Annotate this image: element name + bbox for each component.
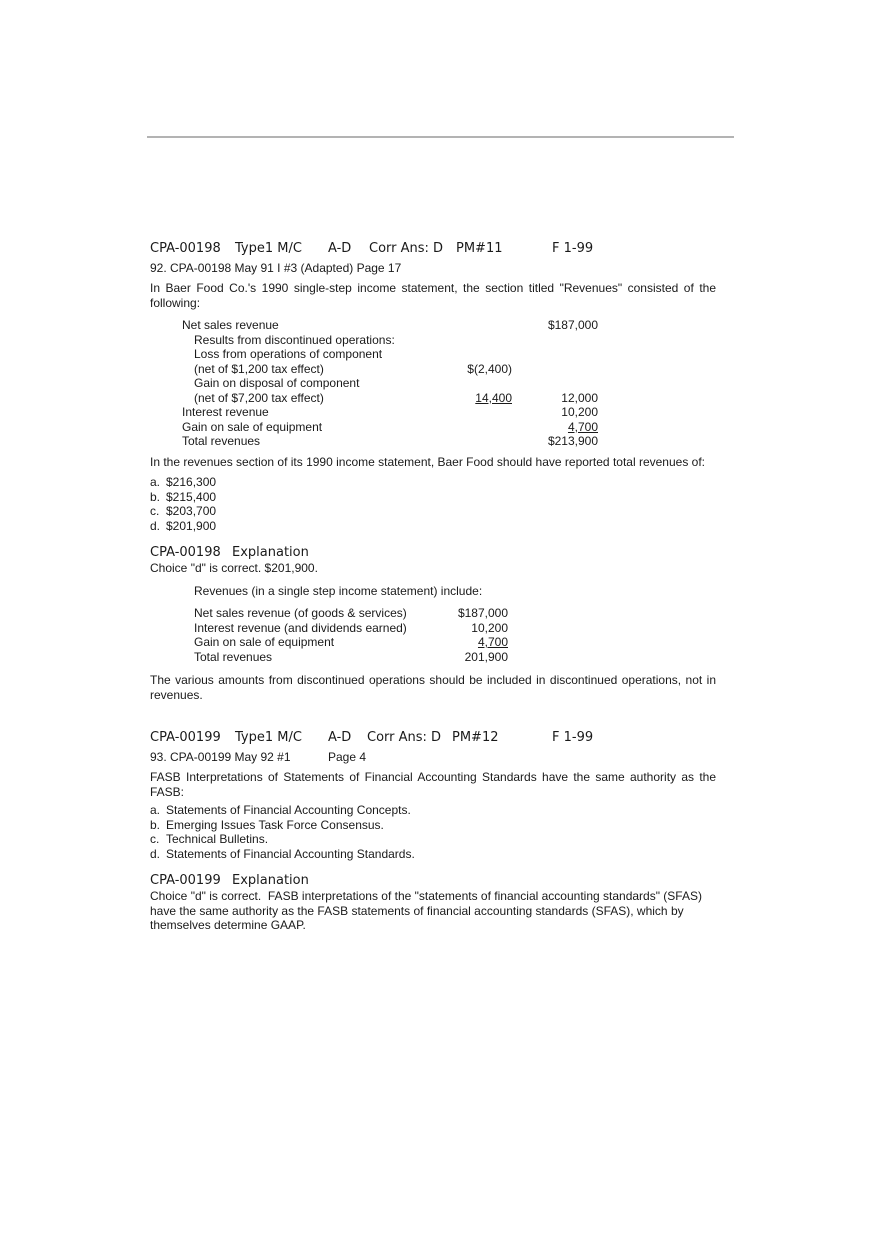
header-pm: PM#12 xyxy=(452,730,499,745)
header-form: F 1-99 xyxy=(552,730,594,745)
question-stem: In Baer Food Co.'s 1990 single-step income statement, the section titled "Revenues" consisted of the following: xyxy=(150,281,716,310)
row-label: Loss from operations of component xyxy=(194,347,383,361)
explanation-line: themselves determine GAAP. xyxy=(150,918,306,932)
revenues-table xyxy=(182,318,598,449)
header-id: CPA-00198 xyxy=(150,241,221,256)
explanation-answer: Choice "d" is correct. $201,900. xyxy=(150,561,318,575)
row-amount: 10,200 xyxy=(561,405,598,419)
header-type: Type1 M/C xyxy=(235,730,302,745)
table-row xyxy=(182,391,598,406)
choice-letter: d. xyxy=(150,518,161,533)
choice-letter: b. xyxy=(150,817,161,832)
row-label: Total revenues xyxy=(182,434,261,448)
explanation-id: CPA-00198 xyxy=(150,545,221,560)
table-row xyxy=(194,621,508,636)
choice-letter: b. xyxy=(150,489,161,504)
explanation-table xyxy=(194,606,508,664)
row-amount: 4,700 xyxy=(477,635,508,649)
choice-text: $203,700 xyxy=(166,504,217,518)
table-row xyxy=(194,606,508,621)
row-subtotal: $(2,400) xyxy=(467,361,512,376)
choice-text: Emerging Issues Task Force Consensus. xyxy=(166,817,384,832)
choice-text: $215,400 xyxy=(166,489,217,504)
row-amount: 12,000 xyxy=(561,390,598,405)
row-label: (net of $1,200 tax effect) xyxy=(194,361,324,376)
explanation-note: The various amounts from discontinued operations should be included in discontinued operations, not in revenues. xyxy=(150,673,716,702)
table-row xyxy=(182,405,598,420)
table-row xyxy=(182,376,598,391)
page-rule xyxy=(147,136,734,138)
choice-letter: d. xyxy=(150,846,161,861)
header-correct-answer: Corr Ans: D xyxy=(367,730,442,745)
question-source: 92. CPA-00198 May 91 I #3 (Adapted) Page 17 xyxy=(150,261,402,275)
choice-item xyxy=(150,519,216,534)
row-amount: 201,900 xyxy=(464,649,508,664)
explanation-line: have the same authority as the FASB statements of financial accounting standards (SFAS), which by xyxy=(150,903,684,918)
choice-text: Statements of Financial Accounting Concepts. xyxy=(166,803,411,817)
table-row xyxy=(182,318,598,333)
row-amount: $213,900 xyxy=(547,434,598,448)
header-form: F 1-99 xyxy=(552,241,594,256)
choice-letter: a. xyxy=(150,475,161,489)
header-correct-answer: Corr Ans: D xyxy=(369,241,444,256)
choice-item xyxy=(150,475,216,490)
question-source-page: Page 4 xyxy=(328,750,367,764)
table-row xyxy=(182,333,598,348)
explanation-label: Explanation xyxy=(232,873,309,888)
row-label: Gain on disposal of component xyxy=(194,376,360,390)
explanation-line: Choice "d" is correct. FASB interpretations of the "statements of financial accounting standards" (SFAS) xyxy=(150,889,702,903)
choice-item xyxy=(150,818,415,833)
choice-text: $216,300 xyxy=(166,475,217,489)
row-label: Gain on sale of equipment xyxy=(194,635,335,649)
choice-item xyxy=(150,832,415,847)
header-type: Type1 M/C xyxy=(235,241,302,256)
table-row xyxy=(194,650,508,665)
table-row xyxy=(194,635,508,650)
table-row xyxy=(182,347,598,362)
table-row xyxy=(182,362,598,377)
answer-choices xyxy=(150,803,415,861)
explanation-id: CPA-00199 xyxy=(150,873,221,888)
row-label: Interest revenue (and dividends earned) xyxy=(194,620,407,635)
choice-item xyxy=(150,803,415,818)
header-range: A-D xyxy=(328,730,352,745)
row-amount: 4,700 xyxy=(567,419,598,434)
header-id: CPA-00199 xyxy=(150,730,221,745)
explanation-label: Explanation xyxy=(232,545,309,560)
explanation-text xyxy=(150,889,702,933)
question-text: In the revenues section of its 1990 income statement, Baer Food should have reported total revenues of: xyxy=(150,455,705,469)
choice-item xyxy=(150,847,415,862)
choice-text: Statements of Financial Accounting Standards. xyxy=(166,846,415,861)
choice-text: $201,900 xyxy=(166,518,217,533)
table-row xyxy=(182,420,598,435)
row-label: Gain on sale of equipment xyxy=(182,419,323,434)
choice-text: Technical Bulletins. xyxy=(166,832,269,846)
choice-letter: c. xyxy=(150,832,160,846)
explanation-intro: Revenues (in a single step income statement) include: xyxy=(194,584,483,598)
row-label: Net sales revenue xyxy=(182,318,279,332)
row-label: (net of $7,200 tax effect) xyxy=(194,390,324,405)
table-row xyxy=(182,434,598,449)
choice-letter: a. xyxy=(150,803,161,817)
answer-choices xyxy=(150,475,216,533)
choice-item xyxy=(150,504,216,519)
row-label: Net sales revenue (of goods & services) xyxy=(194,606,407,620)
row-amount: $187,000 xyxy=(457,606,508,620)
choice-item xyxy=(150,490,216,505)
row-label: Results from discontinued operations: xyxy=(194,332,395,347)
row-amount: $187,000 xyxy=(547,318,598,332)
row-amount: 10,200 xyxy=(471,620,508,635)
row-subtotal: 14,400 xyxy=(475,390,512,405)
question-source: 93. CPA-00199 May 92 #1 xyxy=(150,750,291,764)
row-label: Interest revenue xyxy=(182,405,269,419)
choice-letter: c. xyxy=(150,504,160,518)
row-label: Total revenues xyxy=(194,649,273,664)
header-pm: PM#11 xyxy=(456,241,503,256)
question-stem: FASB Interpretations of Statements of Financial Accounting Standards have the same authority as the FASB: xyxy=(150,770,716,799)
header-range: A-D xyxy=(328,241,352,256)
